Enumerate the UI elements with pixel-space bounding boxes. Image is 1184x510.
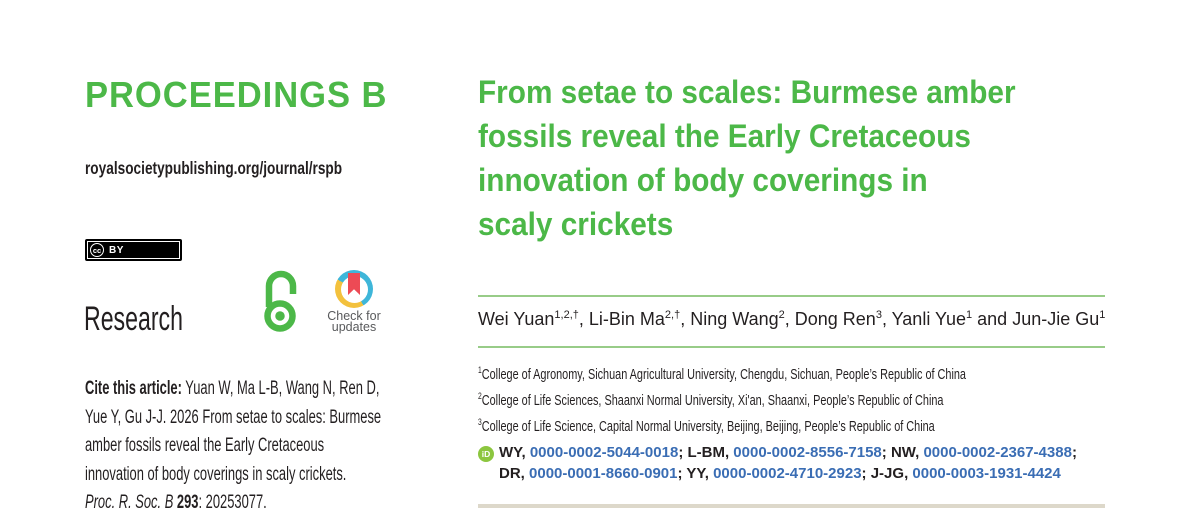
affiliation-text: College of Life Science, Capital Normal University, Beijing, Beijing, People’s Republic of China xyxy=(481,419,935,436)
author-name: Dong Ren xyxy=(794,309,876,329)
affiliation-line xyxy=(478,386,966,412)
author-affil-sup: 3 xyxy=(875,309,882,321)
author-affil-sup: 2 xyxy=(778,309,785,321)
citation-line: amber fossils reveal the Early Cretaceous xyxy=(85,435,325,456)
divider-rule-bottom xyxy=(478,346,1105,348)
orcid-id-link[interactable]: 0000-0002-2367-4388 xyxy=(919,444,1072,461)
citation-block xyxy=(85,375,520,510)
title-line: innovation of body coverings in xyxy=(478,162,928,198)
title-line: From setae to scales: Burmese amber xyxy=(478,74,1016,110)
crossmark-label-line1: Check for xyxy=(327,309,381,323)
author-affil-sup: 1 xyxy=(966,309,973,321)
crossmark-badge[interactable] xyxy=(322,270,386,333)
citation-line: Yue Y, Gu J-J. 2026 From setae to scales: Burmese xyxy=(85,406,382,428)
author-affil-sup: 2,† xyxy=(664,309,681,321)
orcid-initials: YY, xyxy=(686,465,709,482)
author-name: Yanli Yue xyxy=(891,309,967,329)
affiliation-sup: 3 xyxy=(478,417,482,428)
author-separator: and xyxy=(972,309,1013,329)
section-heading: Research xyxy=(84,300,183,338)
author-separator: , xyxy=(784,309,795,329)
affiliation-line xyxy=(478,412,966,438)
orcid-separator: ; xyxy=(678,444,688,461)
journal-abbreviation: Proc. R. Soc. B xyxy=(85,492,177,510)
orcid-id-link[interactable]: 0000-0003-1931-4424 xyxy=(908,465,1061,482)
orcid-separator: ; xyxy=(1071,444,1077,461)
citation-line: innovation of body coverings in scaly crickets. xyxy=(85,463,347,485)
crossmark-label-line2: updates xyxy=(331,320,377,334)
author-name: Li-Bin Ma xyxy=(588,309,665,329)
author-name: Ning Wang xyxy=(690,309,779,329)
affiliation-sup: 2 xyxy=(478,391,482,402)
orcid-initials: J-JG, xyxy=(870,465,909,482)
orcid-line xyxy=(499,444,1077,461)
orcid-initials: DR, xyxy=(499,465,525,482)
orcid-separator: ; xyxy=(861,465,871,482)
citation-text: Yuan W, Ma L-B, Wang N, Ren D, xyxy=(181,378,380,399)
section-divider-bar xyxy=(478,504,1105,508)
creative-commons-icon: cc xyxy=(90,243,104,257)
orcid-id-link[interactable]: 0000-0002-5044-0018 xyxy=(525,444,679,461)
journal-logo: PROCEEDINGS B xyxy=(85,74,388,115)
author-separator: , xyxy=(680,309,691,329)
orcid-id-link[interactable]: 0000-0002-8556-7158 xyxy=(729,444,882,461)
orcid-separator: ; xyxy=(881,444,891,461)
affiliation-text: College of Life Sciences, Shaanxi Normal University, Xi'an, Shaanxi, People’s Republic of China xyxy=(481,392,944,409)
author-separator: , xyxy=(578,309,589,329)
affiliation-sup: 1 xyxy=(478,365,482,375)
author-name: Wei Yuan xyxy=(478,309,555,329)
cc-badge-frame xyxy=(87,241,180,259)
cc-by-label: BY xyxy=(109,244,124,256)
orcid-line xyxy=(499,465,1061,482)
orcid-separator: ; xyxy=(677,465,687,482)
orcid-initials: WY, xyxy=(499,444,526,461)
article-title xyxy=(478,70,1016,246)
volume-number: 293 xyxy=(176,492,199,510)
citation-line xyxy=(85,375,381,404)
divider-rule-top xyxy=(478,295,1105,297)
orcid-id-link[interactable]: 0000-0002-4710-2923 xyxy=(708,465,862,482)
orcid-icon: iD xyxy=(478,446,494,462)
citation-line xyxy=(85,489,381,510)
title-line: fossils reveal the Early Cretaceous xyxy=(478,118,971,154)
author-separator: , xyxy=(881,309,892,329)
title-line: scaly crickets xyxy=(478,206,674,242)
article-number: : 20253077. xyxy=(198,492,267,510)
affiliation-text: College of Agronomy, Sichuan Agricultural University, Chengdu, Sichuan, People’s Republic of China xyxy=(481,366,966,383)
journal-url: royalsocietypublishing.org/journal/rspb xyxy=(85,158,343,178)
author-affil-sup: 1 xyxy=(1099,309,1106,321)
orcid-id-link[interactable]: 0000-0001-8660-0901 xyxy=(524,465,678,482)
authors-line xyxy=(478,309,1105,330)
affiliation-line xyxy=(478,360,966,386)
orcid-initials: L-BM, xyxy=(687,444,730,461)
author-affil-sup: 1,2,† xyxy=(554,309,579,321)
crossmark-label xyxy=(322,311,386,333)
citation-label: Cite this article: xyxy=(85,378,182,399)
author-name: Jun-Jie Gu xyxy=(1012,309,1100,329)
cc-by-license-badge[interactable] xyxy=(85,239,182,261)
open-access-icon xyxy=(262,269,300,333)
orcid-initials: NW, xyxy=(890,444,920,461)
crossmark-icon xyxy=(335,270,373,308)
affiliations-block xyxy=(478,360,1129,438)
